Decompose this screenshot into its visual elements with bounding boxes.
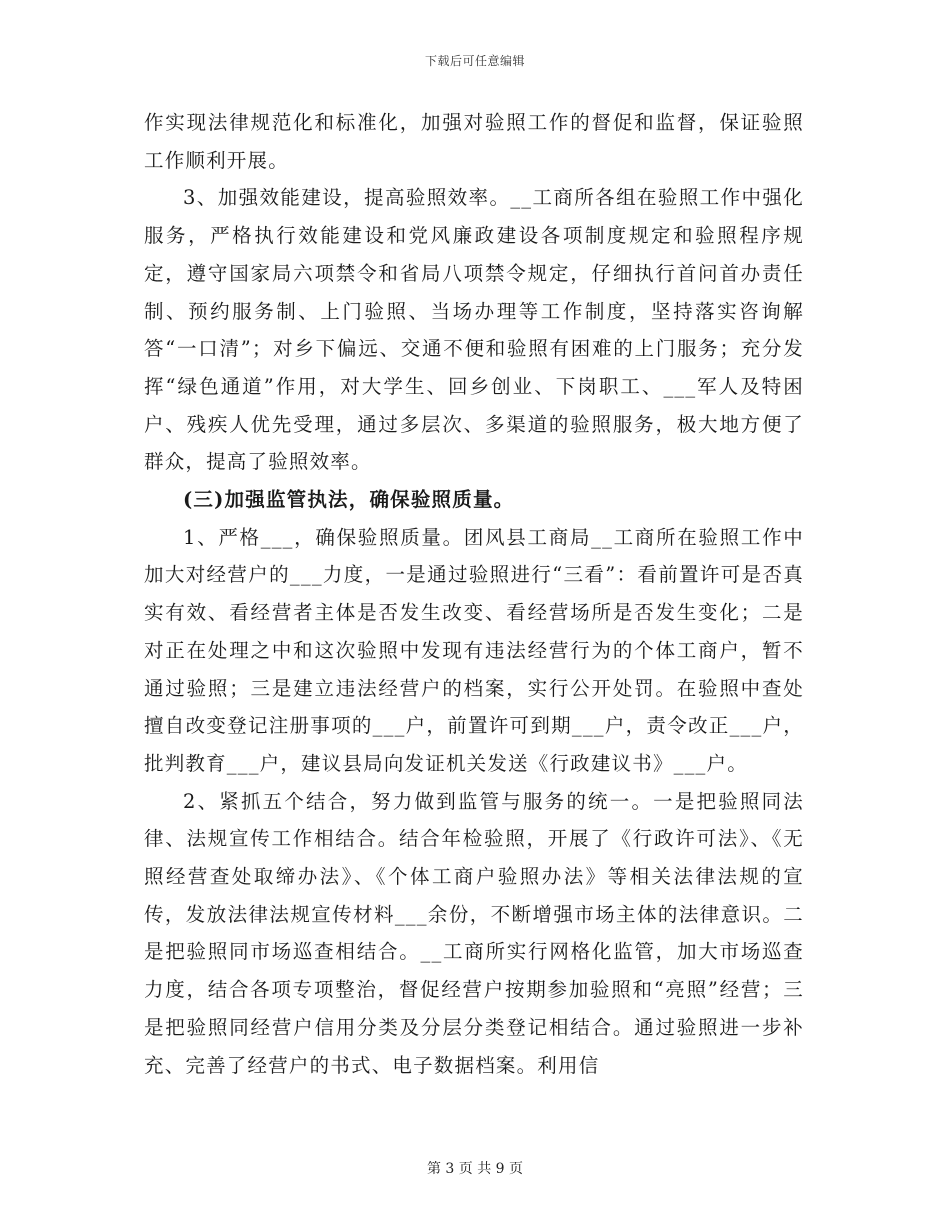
document-body (144, 104, 804, 1084)
paragraph-five-combinations: 2、紧抓五个结合，努力做到监管与服务的统一。一是把验照同法律、法规宣传工作相结合。结合年检验照，开展了《行政许可法》、《无照经营查处取缔办法》、《个体工商户验照办法》等相关法律法规的宣传，发放法律法规宣传材料___余份，不断增强市场主体的法律意识。二是把验照同市场巡查相结合。__工商所实行网格化监管，加大市场巡查力度，结合各项专项整治，督促经营户按期参加验照和“亮照”经营；三是把验照同经营户信用分类及分层分类登记相结合。通过验照进一步补充、完善了经营户的书式、电子数据档案。利用信 (144, 789, 804, 1077)
page-header-note: 下载后可任意编辑 (424, 54, 525, 68)
paragraph-efficiency: 3、加强效能建设，提高验照效率。__工商所各组在验照工作中强化服务，严格执行效能建设和党风廉政建设各项制度规定和验照程序规定，遵守国家局六项禁令和省局八项禁令规定，仔细执行首问首办责任制、预约服务制、上门验照、当场办理等工作制度，坚持落实咨询解答“一口清”；对乡下偏远、交通不便和验照有困难的上门服务；充分发挥“绿色通道”作用，对大学生、回乡创业、下岗职工、___军人及特困户、残疾人优先受理，通过多层次、多渠道的验照服务，极大地方便了群众，提高了验照效率。 (144, 186, 804, 474)
page-number: 第 3 页 共 9 页 (426, 1161, 524, 1177)
section-heading-3: (三)加强监管执法，确保验照质量。 (183, 488, 515, 512)
paragraph-strict-quality: 1、严格___，确保验照质量。团风县工商局__工商所在验照工作中加大对经营户的___力度，一是通过验照进行“三看”：看前置许可是否真实有效、看经营者主体是否发生改变、看经营场所是否发生变化；二是对正在处理之中和这次验照中发现有违法经营行为的个体工商户，暂不通过验照；三是建立违法经营户的档案，实行公开处罚。在验照中查处擅自改变登记注册事项的___户，前置许可到期___户，责令改正___户，批判教育___户，建议县局向发证机关发送《行政建议书》___户。 (144, 525, 804, 775)
paragraph-continued: 作实现法律规范化和标准化，加强对验照工作的督促和监督，保证验照工作顺利开展。 (144, 111, 804, 172)
